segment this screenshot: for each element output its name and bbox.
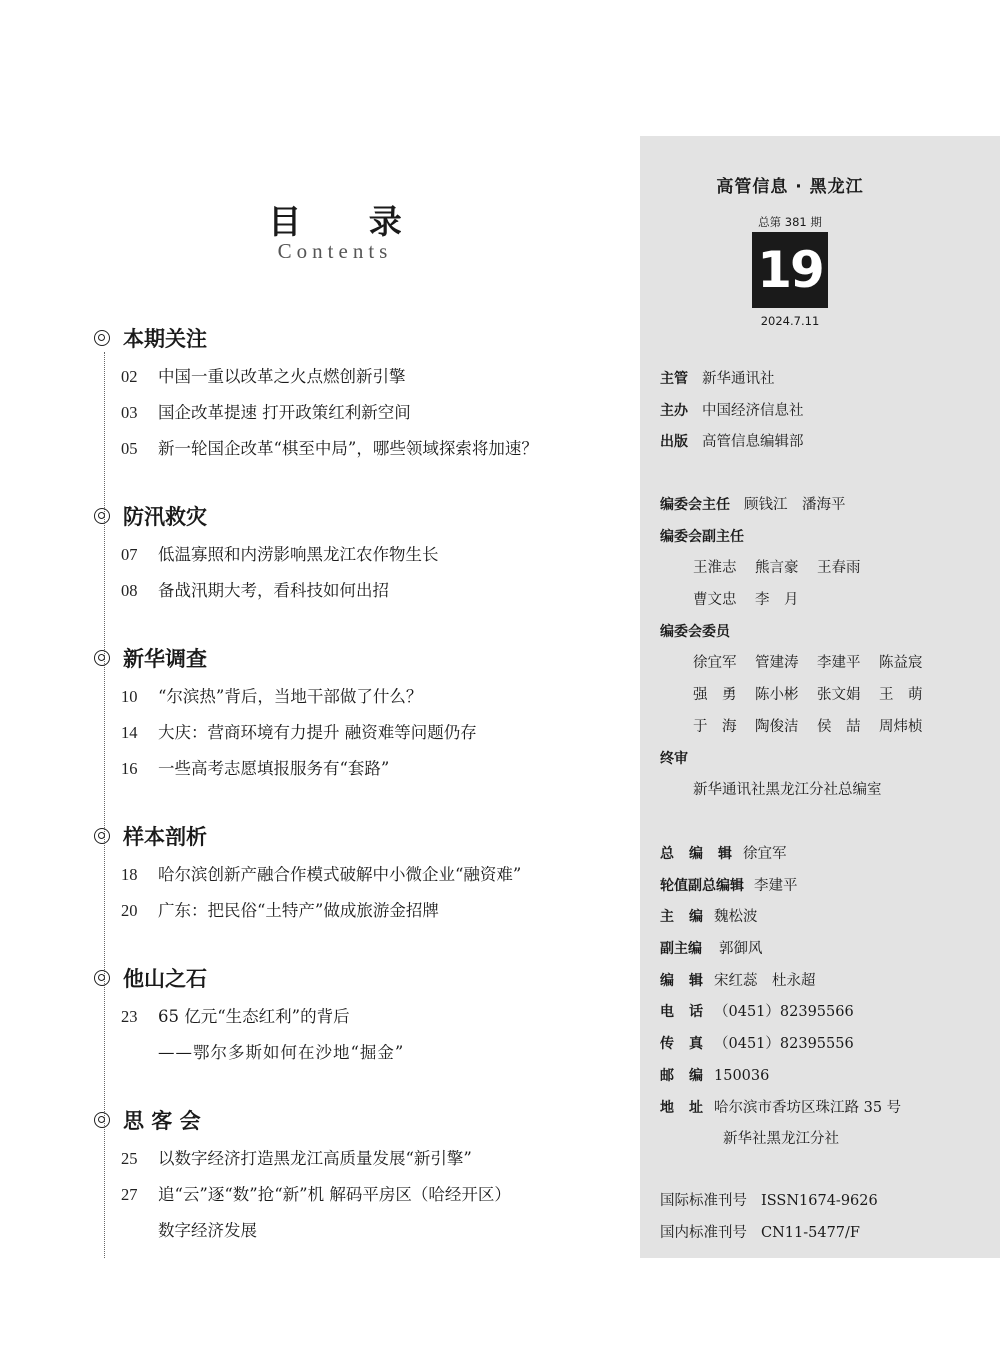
toc-entry[interactable] [94, 893, 624, 929]
page-number: 03 [121, 403, 138, 422]
staff-value: 哈尔滨市香坊区珠江路 35 号 [714, 1099, 902, 1116]
circle-bullet-icon [94, 1112, 110, 1128]
section-title: 思 客 会 [123, 1109, 201, 1133]
page-number: 07 [121, 545, 138, 564]
committee-members [660, 680, 980, 712]
staff-label: 副主编 [660, 941, 702, 958]
person-name: 王淮志 [693, 560, 737, 577]
committee-members [660, 712, 980, 744]
circle-bullet-icon [94, 330, 110, 346]
committee-members [660, 648, 980, 680]
entry-title: 国企改革提速 打开政策红利新空间 [158, 403, 411, 422]
toc-entry[interactable] [94, 431, 624, 467]
staff-label: 轮值副总编辑 [660, 877, 744, 894]
page-number: 18 [121, 865, 138, 884]
committee-directors: 顾钱江 潘海平 [744, 497, 846, 513]
committee-deputies [660, 553, 980, 585]
person-name: 王 萌 [879, 687, 923, 704]
entry-title: 大庆：营商环境有力提升 融资难等问题仍存 [158, 723, 477, 742]
person-name: 强 勇 [693, 687, 737, 704]
person-name: 熊言豪 [755, 560, 799, 577]
page-number: 20 [121, 901, 138, 920]
final-review-label: 终审 [660, 750, 688, 767]
toc-entry[interactable] [94, 715, 624, 751]
staff-value: 新华社黑龙江分社 [723, 1131, 839, 1148]
staff-label: 总编辑 [660, 846, 747, 862]
staff-value: 徐宜军 [743, 846, 787, 862]
person-name: 于 海 [693, 718, 737, 735]
section-title: 防汛救灾 [123, 505, 207, 529]
section-title: 本期关注 [123, 327, 207, 351]
person-name: 周炜桢 [879, 718, 923, 735]
toc-section [94, 323, 624, 467]
committee-deputy-label: 编委会副主任 [660, 528, 744, 545]
staff-label: 邮编 [660, 1067, 718, 1084]
staff-label: 主编 [660, 909, 718, 926]
committee-members-label: 编委会委员 [660, 623, 730, 640]
staff-value: 宋红蕊 杜永超 [714, 972, 816, 989]
staff-value: 魏松波 [714, 909, 758, 926]
entry-title-continuation: 数字经济发展 [158, 1221, 257, 1240]
section-title: 他山之石 [123, 967, 207, 991]
toc-entry[interactable] [94, 395, 624, 431]
section-title: 新华调查 [123, 647, 207, 671]
circle-bullet-icon [94, 828, 110, 844]
toc-entry[interactable] [94, 359, 624, 395]
entry-title: 追“云”逐“数”抢“新”机 解码平房区（哈经开区） [158, 1185, 511, 1204]
entry-title: 新一轮国企改革“棋至中局”，哪些领域探索将加速？ [158, 439, 538, 458]
toc-title: 目 录 [268, 202, 430, 241]
person-name: 侯 喆 [817, 718, 861, 735]
entry-title: 低温寡照和内涝影响黑龙江农作物生长 [158, 545, 439, 564]
circle-bullet-icon [94, 970, 110, 986]
staff-label: 传真 [660, 1036, 718, 1053]
circle-bullet-icon [94, 508, 110, 524]
toc-entry[interactable] [94, 537, 624, 573]
toc-section [94, 821, 624, 929]
staff-value: （0451）82395556 [714, 1036, 854, 1053]
committee-director-label: 编委会主任 [660, 497, 730, 513]
entry-title: “尔滨热”背后，当地干部做了什么？ [158, 687, 423, 706]
toc-section [94, 963, 624, 1071]
person-name: 张文娟 [817, 687, 861, 704]
person-name: 王春雨 [817, 560, 861, 577]
entry-title: 65 亿元“生态红利”的背后 [158, 1007, 350, 1026]
info-value: 新华通讯社 [702, 371, 775, 387]
organizers [660, 364, 980, 459]
publication-numbers [660, 1186, 980, 1249]
toc-section [94, 501, 624, 609]
info-value: 中国经济信息社 [702, 402, 804, 419]
page-number: 27 [121, 1185, 138, 1204]
person-name: 陈益宸 [879, 655, 923, 672]
entry-title: 哈尔滨创新产融合作模式破解中小微企业“融资难” [158, 865, 522, 884]
staff-value: 李建平 [754, 877, 798, 894]
entry-title: 备战汛期大考，看科技如何出招 [158, 581, 389, 600]
page-number: 25 [121, 1149, 138, 1168]
entry-title: 中国一重以改革之火点燃创新引擎 [158, 367, 406, 386]
entry-subtitle: ——鄂尔多斯如何在沙地“掘金” [158, 1043, 405, 1062]
issn-value: ISSN1674-9626 [761, 1193, 878, 1209]
page-number: 02 [121, 367, 138, 386]
person-name: 李建平 [817, 655, 861, 672]
page-number: 14 [121, 723, 138, 742]
cn-label: 国内标准刊号 [660, 1224, 747, 1241]
person-name: 陶俊洁 [755, 718, 799, 735]
staff-value: （0451）82395566 [714, 1004, 854, 1021]
page-number: 23 [121, 1007, 138, 1026]
person-name: 徐宜军 [693, 655, 737, 672]
entry-title: 广东：把民俗“土特产”做成旅游金招牌 [158, 901, 439, 920]
staff-value: 150036 [714, 1067, 770, 1084]
page-number: 05 [121, 439, 138, 458]
person-name: 曹文忠 [693, 592, 737, 609]
entry-title: 以数字经济打造黑龙江高质量发展“新引擎” [158, 1149, 472, 1168]
person-name: 李 月 [755, 592, 799, 609]
toc-entry[interactable] [94, 1141, 624, 1177]
masthead-panel [640, 136, 1000, 1258]
issue-number: 19 [752, 232, 828, 308]
toc-entry[interactable] [94, 573, 624, 609]
toc-entry[interactable] [94, 751, 624, 787]
staff-label: 地址 [660, 1099, 718, 1116]
page-number: 08 [121, 581, 138, 600]
info-label: 出版 [660, 434, 688, 451]
person-name: 陈小彬 [755, 687, 799, 704]
page-number: 10 [121, 687, 138, 706]
circle-bullet-icon [94, 650, 110, 666]
committee-deputies [660, 585, 980, 617]
final-review: 新华通讯社黑龙江分社总编室 [693, 782, 882, 799]
toc-entry[interactable] [94, 679, 624, 715]
issue-date: 2024.7.11 [760, 314, 820, 328]
info-value: 高管信息编辑部 [702, 434, 804, 451]
staff-list [660, 839, 980, 1156]
magazine-title: 高管信息 · 黑龙江 [716, 177, 864, 197]
section-title: 样本剖析 [123, 825, 207, 849]
person-name: 管建涛 [755, 655, 799, 672]
toc-entry[interactable] [94, 1177, 624, 1213]
staff-value: 郭御风 [719, 941, 763, 958]
toc-section [94, 1105, 624, 1249]
toc-entry[interactable] [94, 857, 624, 893]
issn-label: 国际标准刊号 [660, 1193, 747, 1209]
toc-subtitle: Contents [277, 239, 393, 263]
total-issue: 总第 381 期 [758, 215, 822, 229]
staff-label: 编辑 [660, 972, 718, 989]
toc-entry[interactable] [94, 999, 624, 1035]
page-number: 16 [121, 759, 138, 778]
toc-section [94, 643, 624, 787]
info-label: 主办 [660, 402, 688, 419]
info-label: 主管 [660, 371, 688, 387]
entry-title: 一些高考志愿填报服务有“套路” [158, 759, 390, 778]
editorial-committee [660, 490, 980, 807]
cn-value: CN11-5477/F [761, 1224, 860, 1241]
staff-label: 电话 [660, 1004, 718, 1021]
